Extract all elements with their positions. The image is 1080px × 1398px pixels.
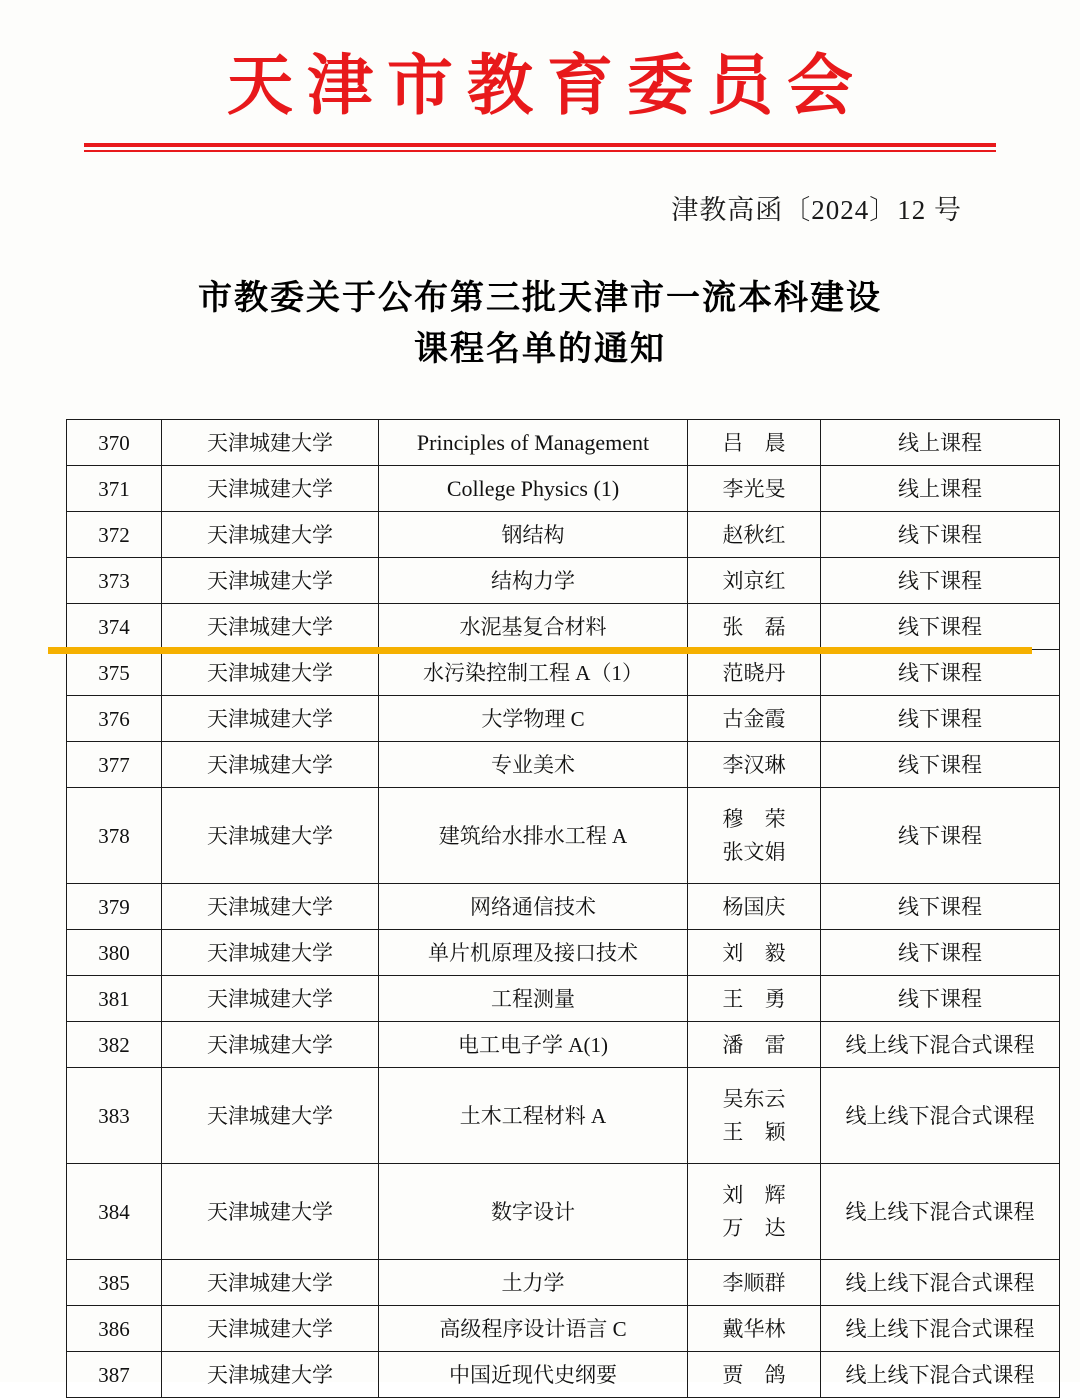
teacher-name: 吕 晨	[722, 430, 794, 455]
teacher-list	[692, 1083, 816, 1148]
masthead-rule-thin	[84, 150, 996, 152]
teacher-name: 刘 毅	[722, 940, 794, 965]
cell-course-name: 土木工程材料 A	[379, 1068, 688, 1164]
page-title-line-2: 课程名单的通知	[414, 331, 666, 369]
teacher-name: 刘京红	[722, 568, 786, 593]
cell-course-type: 线下课程	[821, 650, 1060, 696]
cell-school: 天津城建大学	[162, 884, 379, 930]
table-row	[67, 1068, 1060, 1164]
cell-teacher	[688, 512, 821, 558]
teacher-name: 杨国庆	[722, 894, 786, 919]
cell-teacher	[688, 1022, 821, 1068]
cell-course-name: 水污染控制工程 A（1）	[379, 650, 688, 696]
teacher-name: 张文娟	[722, 839, 786, 864]
cell-teacher	[688, 1260, 821, 1306]
teacher-list	[692, 1359, 816, 1392]
cell-course-name: 电工电子学 A(1)	[379, 1022, 688, 1068]
cell-index: 374	[67, 604, 162, 650]
cell-teacher	[688, 884, 821, 930]
teacher-list	[692, 937, 816, 970]
teacher-name: 古金霞	[722, 706, 786, 731]
table-row	[67, 930, 1060, 976]
cell-teacher	[688, 696, 821, 742]
teacher-name: 吴东云	[722, 1087, 786, 1112]
cell-school: 天津城建大学	[162, 976, 379, 1022]
cell-course-name: 高级程序设计语言 C	[379, 1306, 688, 1352]
table-row	[67, 650, 1060, 696]
cell-index: 370	[67, 420, 162, 466]
cell-teacher	[688, 466, 821, 512]
cell-course-name: 数字设计	[379, 1164, 688, 1260]
cell-school: 天津城建大学	[162, 420, 379, 466]
cell-teacher	[688, 976, 821, 1022]
cell-course-type: 线下课程	[821, 742, 1060, 788]
cell-school: 天津城建大学	[162, 1068, 379, 1164]
table-row	[67, 696, 1060, 742]
cell-teacher	[688, 930, 821, 976]
teacher-list	[692, 1313, 816, 1346]
cell-school: 天津城建大学	[162, 1022, 379, 1068]
teacher-list	[692, 803, 816, 868]
teacher-list	[692, 1029, 816, 1062]
cell-course-type: 线下课程	[821, 930, 1060, 976]
cell-school: 天津城建大学	[162, 1164, 379, 1260]
table-row	[67, 420, 1060, 466]
teacher-list	[692, 565, 816, 598]
cell-course-name: 工程测量	[379, 976, 688, 1022]
table-row	[67, 1352, 1060, 1398]
table-row	[67, 512, 1060, 558]
cell-course-type: 线上线下混合式课程	[821, 1260, 1060, 1306]
cell-teacher	[688, 420, 821, 466]
cell-school: 天津城建大学	[162, 1260, 379, 1306]
table-row	[67, 976, 1060, 1022]
teacher-list	[692, 427, 816, 460]
teacher-list	[692, 1267, 816, 1300]
page-title-line-1: 市教委关于公布第三批天津市一流本科建设	[198, 280, 882, 318]
cell-index: 380	[67, 930, 162, 976]
cell-index: 378	[67, 788, 162, 884]
teacher-name: 张 磊	[722, 614, 794, 639]
highlight-marker	[48, 647, 1032, 654]
table-row	[67, 1022, 1060, 1068]
teacher-name: 贾 鸽	[722, 1362, 794, 1387]
cell-course-name: 单片机原理及接口技术	[379, 930, 688, 976]
table-row	[67, 1260, 1060, 1306]
teacher-list	[692, 703, 816, 736]
cell-index: 386	[67, 1306, 162, 1352]
cell-course-name: 水泥基复合材料	[379, 604, 688, 650]
cell-teacher	[688, 788, 821, 884]
teacher-name: 万 达	[722, 1215, 794, 1240]
cell-school: 天津城建大学	[162, 930, 379, 976]
cell-course-name: 结构力学	[379, 558, 688, 604]
cell-teacher	[688, 558, 821, 604]
cell-school: 天津城建大学	[162, 696, 379, 742]
teacher-name: 李光旻	[722, 476, 786, 501]
cell-course-type: 线下课程	[821, 558, 1060, 604]
cell-course-name: College Physics (1)	[379, 466, 688, 512]
table-row	[67, 604, 1060, 650]
cell-course-name: 土力学	[379, 1260, 688, 1306]
cell-course-name: 钢结构	[379, 512, 688, 558]
table-row	[67, 742, 1060, 788]
teacher-name: 刘 辉	[722, 1183, 794, 1208]
cell-index: 387	[67, 1352, 162, 1398]
cell-school: 天津城建大学	[162, 742, 379, 788]
cell-course-type: 线下课程	[821, 512, 1060, 558]
cell-teacher	[688, 1306, 821, 1352]
teacher-list	[692, 1179, 816, 1244]
masthead-rule-thick	[84, 143, 996, 147]
cell-course-type: 线上课程	[821, 420, 1060, 466]
cell-school: 天津城建大学	[162, 1306, 379, 1352]
table-row	[67, 788, 1060, 884]
cell-course-name: 大学物理 C	[379, 696, 688, 742]
cell-school: 天津城建大学	[162, 512, 379, 558]
cell-index: 384	[67, 1164, 162, 1260]
cell-course-name: Principles of Management	[379, 420, 688, 466]
teacher-name: 赵秋红	[722, 522, 786, 547]
cell-index: 383	[67, 1068, 162, 1164]
cell-course-type: 线下课程	[821, 884, 1060, 930]
cell-course-type: 线下课程	[821, 696, 1060, 742]
masthead-organization: 天津市教育委员会	[227, 50, 867, 123]
teacher-list	[692, 473, 816, 506]
cell-index: 375	[67, 650, 162, 696]
teacher-list	[692, 611, 816, 644]
cell-course-type: 线上线下混合式课程	[821, 1022, 1060, 1068]
cell-school: 天津城建大学	[162, 788, 379, 884]
cell-teacher	[688, 742, 821, 788]
document-number: 津教高函〔2024〕12 号	[671, 195, 962, 226]
table-row	[67, 558, 1060, 604]
cell-course-type: 线上课程	[821, 466, 1060, 512]
cell-course-type: 线上线下混合式课程	[821, 1352, 1060, 1398]
cell-index: 373	[67, 558, 162, 604]
teacher-name: 李顺群	[722, 1270, 786, 1295]
cell-course-name: 专业美术	[379, 742, 688, 788]
teacher-name: 王 颖	[722, 1119, 794, 1144]
cell-teacher	[688, 650, 821, 696]
cell-school: 天津城建大学	[162, 466, 379, 512]
cell-school: 天津城建大学	[162, 650, 379, 696]
cell-course-type: 线下课程	[821, 976, 1060, 1022]
cell-course-type: 线下课程	[821, 604, 1060, 650]
table-row	[67, 1306, 1060, 1352]
cell-course-type: 线上线下混合式课程	[821, 1306, 1060, 1352]
cell-school: 天津城建大学	[162, 1352, 379, 1398]
cell-index: 376	[67, 696, 162, 742]
cell-course-type: 线上线下混合式课程	[821, 1164, 1060, 1260]
cell-teacher	[688, 604, 821, 650]
cell-index: 385	[67, 1260, 162, 1306]
teacher-name: 穆 荣	[722, 807, 794, 832]
cell-course-name: 建筑给水排水工程 A	[379, 788, 688, 884]
cell-course-name: 中国近现代史纲要	[379, 1352, 688, 1398]
teacher-list	[692, 749, 816, 782]
cell-course-type: 线下课程	[821, 788, 1060, 884]
teacher-name: 王 勇	[722, 986, 794, 1011]
teacher-list	[692, 657, 816, 690]
teacher-list	[692, 519, 816, 552]
teacher-name: 李汉琳	[722, 752, 786, 777]
cell-school: 天津城建大学	[162, 604, 379, 650]
masthead	[0, 0, 1080, 152]
cell-school: 天津城建大学	[162, 558, 379, 604]
teacher-list	[692, 983, 816, 1016]
cell-index: 377	[67, 742, 162, 788]
teacher-name: 潘 雷	[722, 1032, 794, 1057]
table-row	[67, 884, 1060, 930]
table-row	[67, 466, 1060, 512]
course-table-body	[67, 420, 1060, 1398]
cell-teacher	[688, 1352, 821, 1398]
cell-index: 372	[67, 512, 162, 558]
cell-index: 371	[67, 466, 162, 512]
course-table	[66, 419, 1060, 1398]
cell-index: 382	[67, 1022, 162, 1068]
table-row	[67, 1164, 1060, 1260]
teacher-name: 范晓丹	[722, 660, 786, 685]
cell-course-name: 网络通信技术	[379, 884, 688, 930]
cell-index: 381	[67, 976, 162, 1022]
teacher-list	[692, 891, 816, 924]
cell-teacher	[688, 1164, 821, 1260]
page-title	[110, 273, 970, 375]
course-table-wrapper	[66, 419, 1035, 1398]
teacher-name: 戴华林	[722, 1316, 786, 1341]
cell-course-type: 线上线下混合式课程	[821, 1068, 1060, 1164]
cell-teacher	[688, 1068, 821, 1164]
cell-index: 379	[67, 884, 162, 930]
